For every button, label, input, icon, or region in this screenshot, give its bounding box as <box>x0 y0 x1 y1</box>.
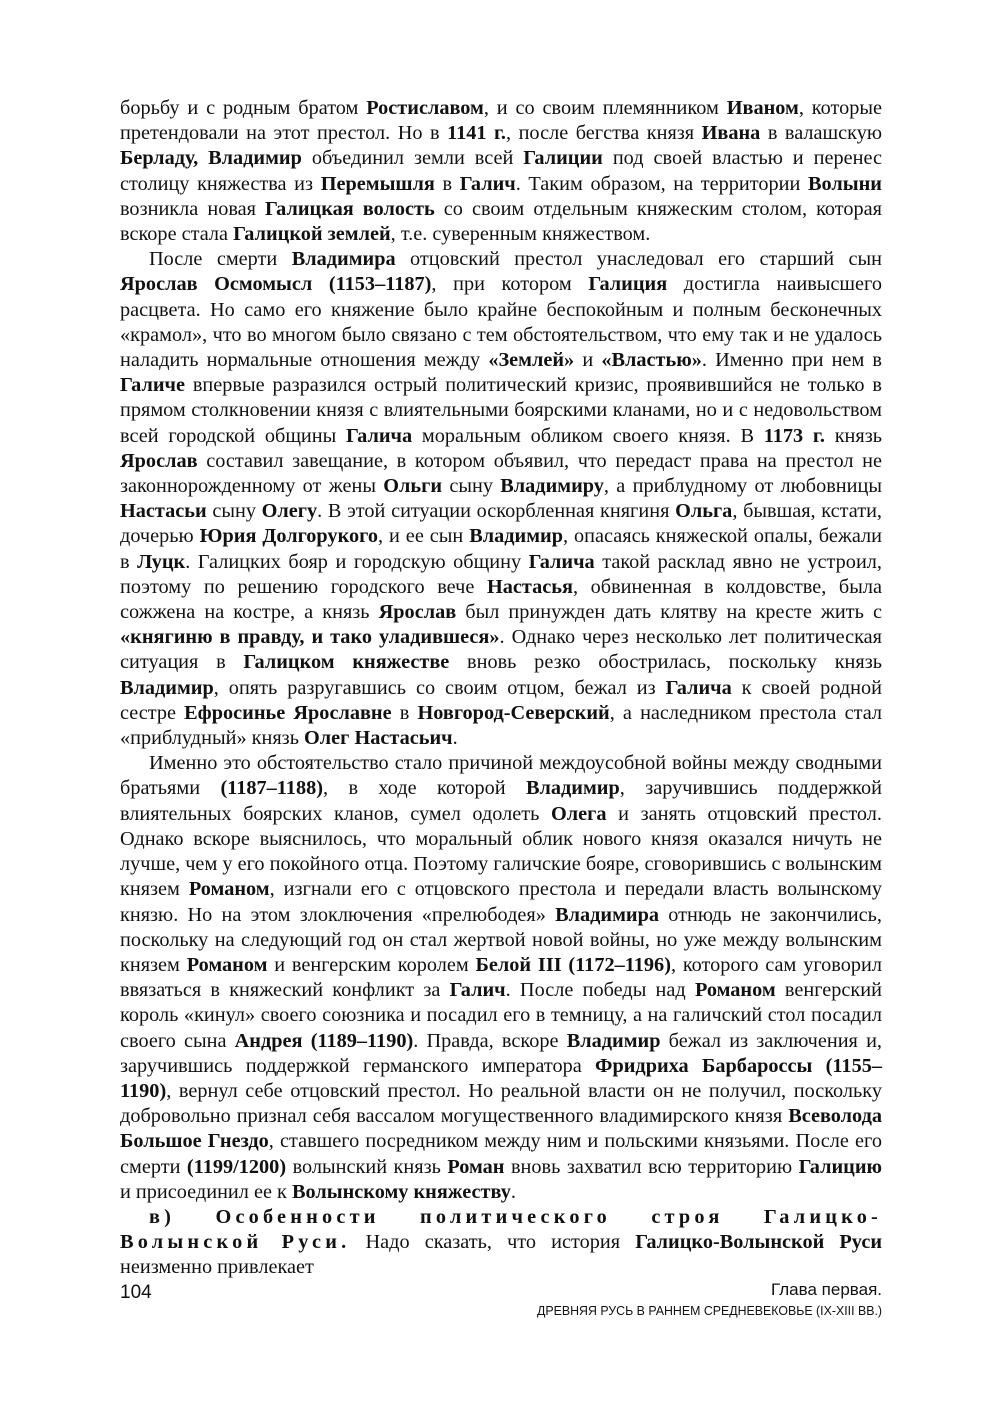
text-run: в валашскую <box>760 122 882 145</box>
bold-term: Владимир <box>525 777 620 800</box>
bold-term: «Землей» <box>488 349 575 372</box>
bold-term: (1199/1200) <box>186 1155 287 1178</box>
bold-term: Ярослав <box>120 449 198 472</box>
bold-term: (1187–1188) <box>220 777 323 800</box>
paragraph-3 <box>120 751 882 1205</box>
bold-term: Владимира <box>291 248 396 271</box>
text-run: отцовский престол унаследовал его старший сын <box>395 248 882 271</box>
bold-term: Галича <box>665 676 732 699</box>
bold-term: Юрия Долгорукого <box>199 525 378 548</box>
bold-term: Галицкой землей <box>233 223 391 246</box>
text-run: , опасаясь княжеской опалы, бежали в <box>120 525 883 573</box>
text-run: , опять разругавшись со своим отцом, бежал из <box>213 676 666 699</box>
chapter-subtitle: ДРЕВНЯЯ РУСЬ В РАННЕМ СРЕДНЕВЕКОВЬЕ (IX-XIII ВВ.) <box>536 1303 882 1318</box>
text-run: объединил земли всей <box>301 147 524 170</box>
text-run: бежал из заключения и, заручившись поддержкой германского императора <box>120 1029 883 1077</box>
text-run: вновь захватил всю территорию <box>504 1155 799 1178</box>
text-run: и <box>574 349 602 372</box>
text-run: волынский князь <box>286 1155 448 1178</box>
bold-term: Ефросинье Ярославне <box>184 701 392 724</box>
text-run: , обвиненная в колдовстве, была сожжена на костре, а князь <box>120 575 882 624</box>
bold-term: Владимиру <box>500 475 604 498</box>
text-run: После смерти <box>149 248 292 271</box>
chapter-title: Глава первая. <box>771 1280 882 1299</box>
bold-term: Галицкая волость <box>265 197 435 220</box>
bold-term: Фридриха Барбароссы (1155–1190) <box>120 1054 882 1102</box>
bold-term: Ярослав <box>378 601 457 624</box>
text-run: впервые разразился острый политический кризис, проявившийся не только в прямом столкновении князя с влиятельными боярскими кланами, но и с недовольством всей городской общины <box>120 374 882 447</box>
text-run: к своей родной сестре <box>120 676 882 724</box>
text-run: , вернул себе отцовский престол. Но реальной власти он не получил, поскольку добровольно признал себя вассалом могущественного владимирского князя <box>120 1079 882 1128</box>
text-run: сыну <box>442 475 501 498</box>
text-run: борьбу и с родным братом <box>120 97 367 119</box>
text-run: венгерский король «кинул» своего союзника и посадил его в темницу, а на галичский стол посадил своего сына <box>120 979 882 1052</box>
paragraph-1 <box>120 96 882 247</box>
text-run: , бывшая, кстати, дочерью <box>120 500 882 548</box>
text-run: , и ее сын <box>377 525 470 548</box>
text-run: , при котором <box>431 273 589 296</box>
bold-term: Олега <box>551 802 607 825</box>
text-run: Именно это обстоятельство стало причиной междоусобной войны между сводными братьями <box>120 752 882 800</box>
text-run: , а приблудному от любовницы <box>603 475 882 498</box>
bold-term: Галицию <box>798 1155 882 1178</box>
bold-term: Берладу, Владимир <box>120 147 302 170</box>
bold-term: Андрея (1189–1190) <box>234 1029 414 1052</box>
bold-term: Ярослав Осмомысл (1153–1187) <box>120 273 432 296</box>
text-run: такой расклад явно не устроил, поэтому по решению городского вече <box>120 550 882 598</box>
bold-term: «Властью» <box>601 349 702 372</box>
section-heading: в) Особенности политического строя Галицко-Волынской Руси. <box>120 1205 882 1254</box>
bold-term: Галича <box>528 550 595 573</box>
text-run: , в ходе которой <box>323 777 526 800</box>
text-run: , которого сам уговорил ввязаться в княжеский конфликт за <box>120 953 882 1002</box>
text-run: , которые претендовали на этот престол. Но в <box>120 97 882 145</box>
bold-term: Перемышля <box>320 172 435 195</box>
bold-term: Галиче <box>120 374 185 397</box>
bold-term: Настасьи <box>120 500 207 523</box>
bold-term: Галич <box>449 979 506 1002</box>
bold-term: Галиции <box>523 147 603 170</box>
text-run: , после бегства князя <box>506 122 702 145</box>
bold-term: Галич <box>459 172 516 195</box>
text-run: сыну <box>206 500 262 523</box>
text-run: . После победы над <box>505 979 695 1002</box>
bold-term: Олегу <box>261 500 318 523</box>
text-run: со своим отдельным княжеским столом, которая вскоре стала <box>120 197 882 246</box>
text-run: . <box>452 727 458 750</box>
text-run: и венгерским королем <box>267 953 476 976</box>
bold-term: Галицком княжестве <box>243 651 450 674</box>
text-run: возникла новая <box>120 197 266 220</box>
text-run: в <box>391 701 418 724</box>
bold-term: «княгиню в правду, и тако уладившеся» <box>120 626 500 649</box>
paragraph-2 <box>120 247 882 751</box>
bold-term: Владимир <box>120 676 214 699</box>
bold-term: 1141 г. <box>447 122 506 145</box>
text-run: , и со своим племянником <box>483 97 727 119</box>
bold-term: Новгород-Северский <box>417 701 610 724</box>
paragraph-4 <box>120 1205 882 1281</box>
text-run: достигла наивысшего расцвета. Но само его княжение было крайне беспокойным и полным бесконечных «крамол», что во многом было связано с тем обстоятельством, что ему так и не удалось наладить нормальные отношения между <box>120 273 882 372</box>
bold-term: 1173 г. <box>763 424 825 447</box>
bold-term: Владимира <box>555 903 659 926</box>
text-run: , заручившись поддержкой влиятельных боярских кланов, сумел одолеть <box>120 777 882 825</box>
text-run: . Именно при нем в <box>701 349 883 372</box>
page-body <box>120 96 882 1281</box>
bold-term: Волыни <box>808 172 882 195</box>
text-run: и присоединил ее к <box>120 1180 292 1203</box>
text-run: . Таким образом, на территории <box>515 172 808 195</box>
bold-term: Волынскому княжеству <box>291 1180 511 1203</box>
bold-term: Роман <box>447 1155 505 1178</box>
bold-term: Галича <box>346 424 413 447</box>
text-run: . Однако через несколько лет политическая ситуация в <box>120 626 882 674</box>
text-run: в <box>434 172 460 195</box>
bold-term: Владимир <box>469 525 563 548</box>
text-run: под своей властью и перенес столицу княжества из <box>120 147 882 195</box>
text-run: составил завещание, в котором объявил, что передаст права на престол не законнорожденному от жены <box>120 449 882 498</box>
bold-term: Галиция <box>588 273 668 296</box>
bold-term: Белой III (1172–1196) <box>475 953 671 976</box>
text-run: . Правда, вскоре <box>413 1029 567 1052</box>
bold-term: Луцк <box>137 550 186 573</box>
text-run: неизменно привлекает <box>120 1256 314 1279</box>
bold-term: Романом <box>188 878 270 901</box>
text-run: . В этой ситуации оскорбленная княгиня <box>317 500 676 523</box>
bold-term: Романом <box>694 979 776 1002</box>
bold-term: Ольги <box>383 475 443 498</box>
text-run: и занять отцовский престол. Однако вскоре выяснилось, что моральный облик нового князя оказался ничуть не лучше, чем у его покойного отца. Поэтому галичские бояре, сговорившись с волынским князем <box>120 802 882 901</box>
bold-term: Иваном <box>726 97 799 119</box>
text-run: Надо сказать, что история <box>350 1231 636 1254</box>
text-run: , изгнали его с отцовского престола и передали власть волынскому князю. Но на этом злоключения «прелюбодея» <box>120 878 882 926</box>
bold-term: Ольга <box>675 500 733 523</box>
text-run: князь <box>824 424 882 447</box>
running-footer <box>511 1279 882 1321</box>
text-run: , а наследником престола стал «приблудный» князь <box>120 701 882 750</box>
text-run: был принужден дать клятву на кресте жить с <box>456 601 882 624</box>
text-run: , т.е. суверенным княжеством. <box>390 223 651 246</box>
page-number: 104 <box>120 1282 152 1303</box>
bold-term: Всеволода Большое Гнездо <box>120 1105 882 1153</box>
bold-term: Ивана <box>701 122 761 145</box>
bold-term: Романом <box>186 953 268 976</box>
text-run: моральным обликом своего князя. В <box>412 424 764 447</box>
text-run: , ставшего посредником между ним и польскими князьями. После его смерти <box>120 1130 882 1178</box>
bold-term: Олег Настасьич <box>304 727 453 750</box>
text-run: . Галицких бояр и городскую общину <box>185 550 529 573</box>
text-run: . <box>510 1180 516 1203</box>
bold-term: Галицко-Волынской Руси <box>635 1231 883 1254</box>
bold-term: Владимир <box>566 1029 661 1052</box>
bold-term: Настасья <box>486 575 573 598</box>
text-run: отнюдь не закончились, поскольку на следующий год он стал жертвой новой войны, но уже между волынским князем <box>120 903 882 976</box>
text-run: вновь резко обострилась, поскольку князь <box>449 651 882 674</box>
bold-term: Ростиславом <box>366 97 484 119</box>
